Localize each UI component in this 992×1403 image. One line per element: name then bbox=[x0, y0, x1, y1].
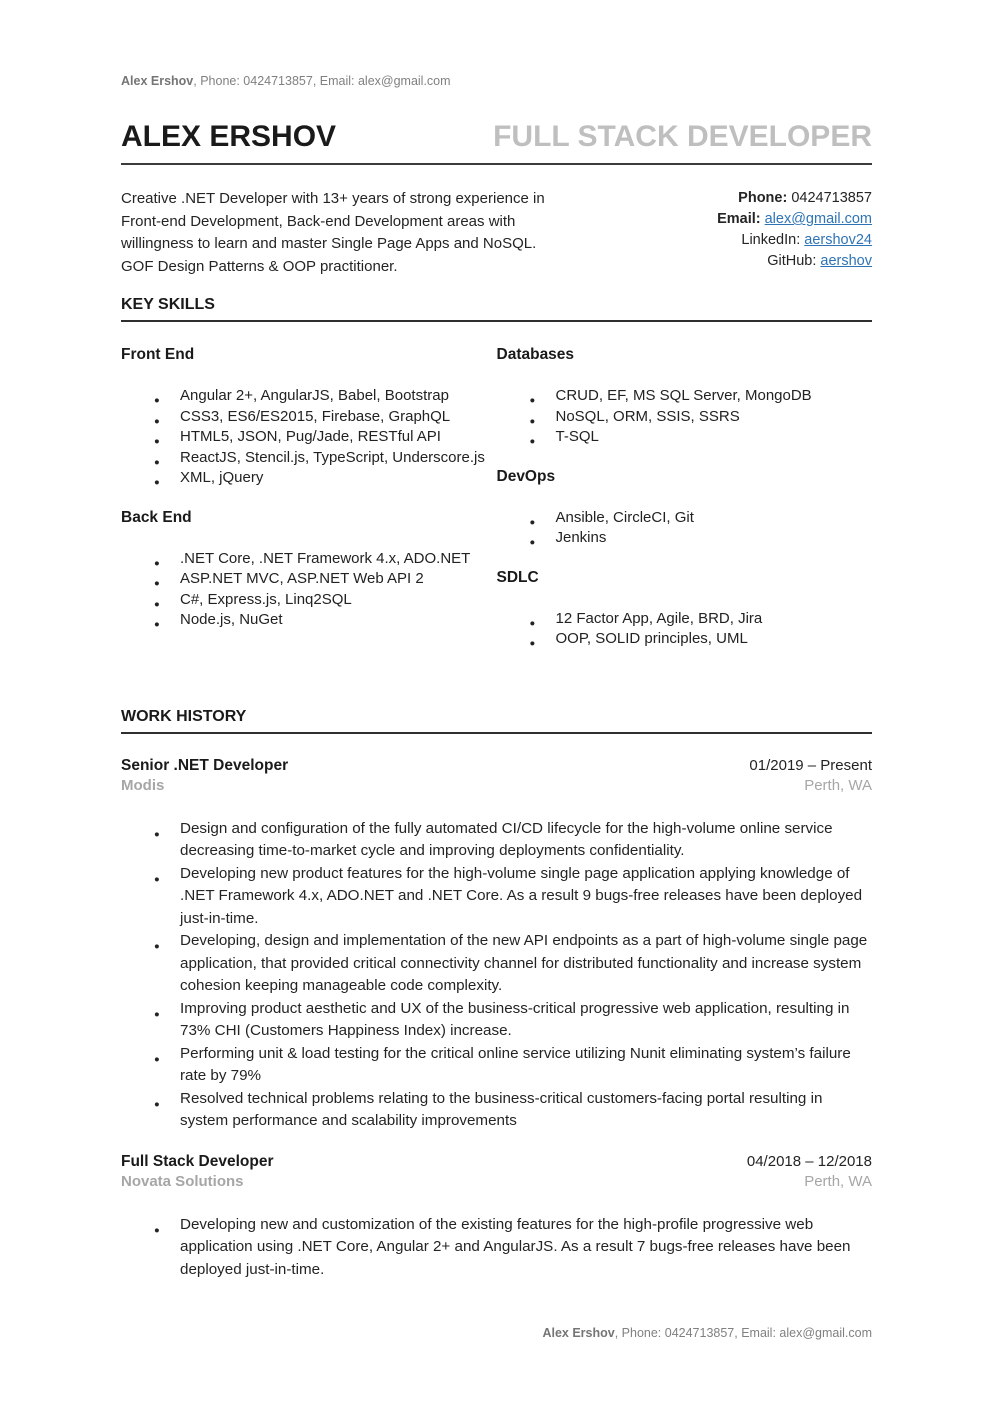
contact-linkedin-line bbox=[546, 230, 872, 251]
bullet-item: ● NoSQL, ORM, SSIS, SSRS bbox=[497, 407, 873, 428]
bullet-item: ● Developing new and customization of the existing features for the high-profile progressive web application using .NET Core, Angular 2+ and AngularJS. As a result 7 bugs-free releases have been deployed just-in-time. bbox=[121, 1214, 872, 1282]
skill-category-label: Databases bbox=[496, 346, 575, 363]
skill-list bbox=[497, 508, 873, 549]
job-company: Novata Solutions bbox=[121, 1172, 244, 1190]
person-name: ALEX ERSHOV bbox=[121, 120, 337, 153]
skill-list bbox=[121, 549, 497, 631]
skills-column-left bbox=[121, 345, 497, 650]
bullet-item: ● XML, jQuery bbox=[121, 468, 497, 489]
skill-group bbox=[497, 467, 873, 549]
email-link[interactable]: alex@gmail.com bbox=[764, 211, 872, 227]
key-skills-section bbox=[121, 345, 872, 650]
skill-group bbox=[121, 508, 497, 631]
phone-label: Phone: bbox=[738, 190, 788, 206]
bullet-item: ● 12 Factor App, Agile, BRD, Jira bbox=[497, 609, 873, 630]
summary-paragraph: Creative .NET Developer with 13+ years of strong experience in Front-end Development, Back-end Development areas with willingness to learn and master Single Page Apps and NoSQL. GOF Design Patterns & OOP practitioner. bbox=[121, 190, 545, 275]
github-link[interactable]: aershov bbox=[820, 253, 872, 269]
title-banner bbox=[121, 120, 872, 165]
job-title: Senior .NET Developer bbox=[121, 756, 289, 774]
bullet-item: ● OOP, SOLID principles, UML bbox=[497, 629, 873, 650]
skill-category-label: Back End bbox=[121, 508, 192, 526]
bullet-item: ● Performing unit & load testing for the critical online service utilizing Nunit eliminating system’s failure rate by 79% bbox=[121, 1043, 872, 1088]
bullet-item: ● Resolved technical problems relating to the business-critical customers-facing portal resulting in system performance and scalability improvements bbox=[121, 1088, 872, 1133]
job-title: Full Stack Developer bbox=[121, 1152, 274, 1170]
footer-name: Alex Ershov bbox=[542, 1326, 615, 1340]
work-history-section bbox=[121, 755, 872, 1282]
job-location: Perth, WA bbox=[804, 776, 872, 794]
github-label: GitHub: bbox=[767, 253, 817, 269]
meta-name: Alex Ershov bbox=[121, 74, 194, 88]
bullet-item: ● Developing new product features for the high-volume single page application applying knowledge of .NET Framework 4.x, ADO.NET and .NET Core. As a result 9 bugs-free releases have been deployed just-in-time. bbox=[121, 863, 872, 931]
contact-block bbox=[546, 188, 872, 278]
skill-list bbox=[497, 386, 873, 448]
phone-value: 0424713857 bbox=[791, 190, 872, 206]
skill-category-label: Front End bbox=[121, 346, 195, 363]
skill-category-label: SDLC bbox=[496, 568, 539, 586]
skill-list bbox=[497, 609, 873, 650]
job-bullet-list bbox=[121, 818, 872, 1133]
skill-group bbox=[497, 568, 873, 650]
contact-github-line bbox=[546, 251, 872, 272]
bullet-item: ● Design and configuration of the fully automated CI/CD lifecycle for the high-volume online service decreasing time-to-market cycle and improving deployments confidentiality. bbox=[121, 818, 872, 863]
skill-group bbox=[497, 345, 873, 448]
bullet-item: ● Node.js, NuGet bbox=[121, 610, 497, 631]
intro-section bbox=[121, 188, 872, 278]
key-skills-heading: KEY SKILLS bbox=[121, 296, 872, 322]
bullet-item: ● Angular 2+, AngularJS, Babel, Bootstrap bbox=[121, 386, 497, 407]
page-header-meta bbox=[121, 74, 872, 89]
contact-phone-line bbox=[546, 188, 872, 209]
job-dates: 04/2018 – 12/2018 bbox=[746, 1152, 872, 1170]
job-location: Perth, WA bbox=[804, 1172, 872, 1190]
person-role: FULL STACK DEVELOPER bbox=[493, 120, 872, 153]
bullet-item: ● T-SQL bbox=[497, 427, 873, 448]
bullet-item: ● ReactJS, Stencil.js, TypeScript, Underscore.js bbox=[121, 448, 497, 469]
contact-email-line bbox=[546, 209, 872, 230]
bullet-item: ● CSS3, ES6/ES2015, Firebase, GraphQL bbox=[121, 407, 497, 428]
bullet-item: ● ASP.NET MVC, ASP.NET Web API 2 bbox=[121, 569, 497, 590]
meta-contact-text: , Phone: 0424713857, Email: alex@gmail.com bbox=[193, 74, 451, 88]
skill-group bbox=[121, 345, 497, 489]
bullet-item: ● Improving product aesthetic and UX of the business-critical progressive web application, resulting in 73% CHI (Customers Happiness Index) increase. bbox=[121, 998, 872, 1043]
job-entry bbox=[121, 1151, 872, 1282]
email-label: Email: bbox=[717, 211, 761, 227]
work-history-heading: WORK HISTORY bbox=[121, 708, 872, 734]
skill-category-label: DevOps bbox=[496, 467, 556, 485]
linkedin-label: LinkedIn: bbox=[741, 232, 801, 248]
job-bullet-list bbox=[121, 1214, 872, 1282]
bullet-item: ● .NET Core, .NET Framework 4.x, ADO.NET bbox=[121, 549, 497, 570]
footer-contact-text: , Phone: 0424713857, Email: alex@gmail.com bbox=[614, 1326, 872, 1340]
bullet-item: ● HTML5, JSON, Pug/Jade, RESTful API bbox=[121, 427, 497, 448]
bullet-item: ● Jenkins bbox=[497, 528, 873, 549]
skills-column-right bbox=[497, 345, 873, 650]
job-entry bbox=[121, 755, 872, 1133]
job-dates: 01/2019 – Present bbox=[749, 756, 872, 774]
page-footer-meta bbox=[542, 1326, 872, 1341]
bullet-item: ● C#, Express.js, Linq2SQL bbox=[121, 590, 497, 611]
bullet-item: ● CRUD, EF, MS SQL Server, MongoDB bbox=[497, 386, 873, 407]
job-company: Modis bbox=[121, 776, 165, 794]
skill-list bbox=[121, 386, 497, 489]
linkedin-link[interactable]: aershov24 bbox=[804, 232, 872, 248]
bullet-item: ● Ansible, CircleCI, Git bbox=[497, 508, 873, 529]
bullet-item: ● Developing, design and implementation of the new API endpoints as a part of high-volume single page application, that provided critical connectivity channel for distributed functionality and increase system cohesion keeping manageable code complexity. bbox=[121, 930, 872, 998]
